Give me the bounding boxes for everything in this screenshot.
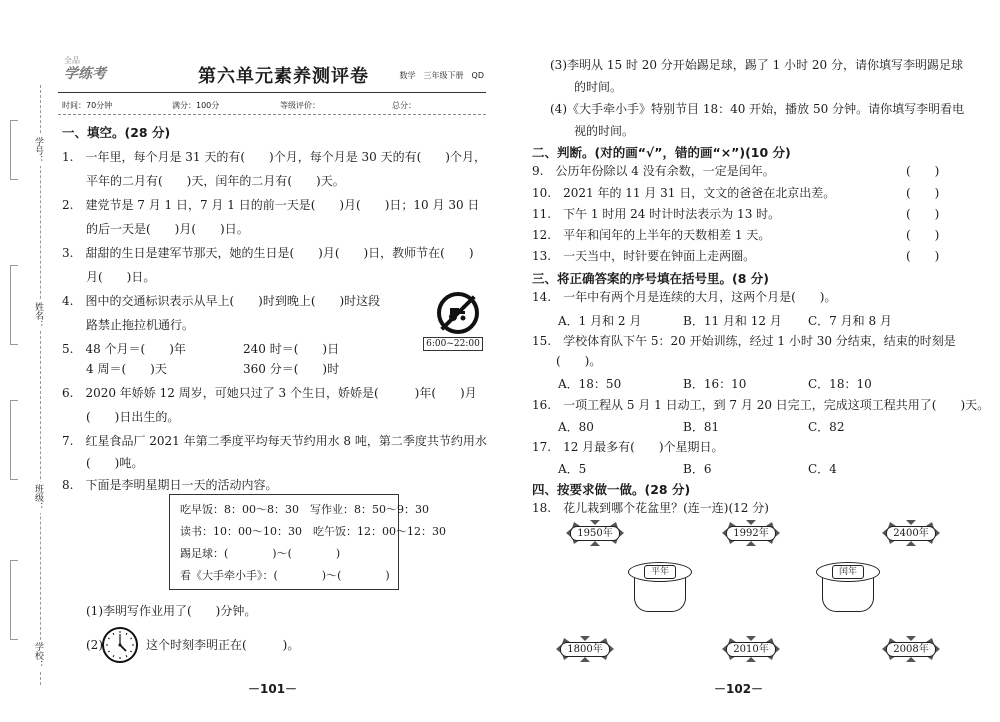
margin-bracket	[10, 400, 18, 480]
flower-year-label: 1800年	[560, 642, 610, 657]
schedule-line: 踢足球：( )～( )	[180, 547, 341, 560]
question-line: 12. 平年和闰年的上半年的天数相差 1 天。	[532, 228, 771, 242]
question-line: 4 周＝( )天	[62, 362, 167, 376]
pot-common-year[interactable]	[628, 562, 692, 614]
sign-time-label: 6:00~22:00	[423, 337, 483, 351]
question-line: 5. 48 个月＝( )年	[62, 342, 186, 356]
question-line: 8. 下面是李明星期日一天的活动内容。	[62, 478, 278, 492]
question-line: 18. 花儿栽到哪个花盆里？(连一连)(12 分)	[532, 501, 769, 515]
answer-bracket: ( )	[906, 228, 940, 242]
option-c: C．82	[808, 420, 845, 434]
no-tractor-sign	[426, 292, 483, 352]
logo-top-text: 全品	[64, 56, 80, 65]
answer-bracket: ( )	[906, 164, 940, 178]
question-line: 的时间。	[550, 80, 623, 94]
schedule-line: 吃早饭：8：00～8：30 写作业：8：50～9：30	[180, 503, 429, 516]
question-line: 13. 一天当中，时针要在钟面上走两圈。	[532, 249, 756, 263]
class-label: 班级：	[33, 484, 43, 511]
question-line: 14. 一年中有两个月是连续的大月，这两个月是( )。	[532, 290, 837, 304]
question-line: 1. 一年里，每个月是 31 天的有( )个月，每个月是 30 天的有( )个月，	[62, 150, 486, 164]
time-limit: 时间：70分钟	[62, 101, 113, 110]
option-c: C．7 月和 8 月	[808, 314, 892, 328]
option-b: B．11 月和 12 月	[683, 314, 782, 328]
question-line: 3. 甜甜的生日是建军节那天，她的生日是( )月( )日，教师节在( )	[62, 246, 474, 260]
flower-1992[interactable]	[720, 520, 782, 546]
pot-leap-year[interactable]	[816, 562, 880, 614]
flower-1950[interactable]	[564, 520, 626, 546]
pot-label: 平年	[644, 565, 676, 579]
question-line: 15. 学校体育队下午 5：20 开始训练，经过 1 小时 30 分结束，结束的时刻是	[532, 334, 956, 348]
page-title: 第六单元素养测评卷	[198, 66, 369, 87]
question-line: ( )。	[532, 354, 602, 368]
question-line: (4)《大手牵小手》特别节目 18：40 开始，播放 50 分钟。请你填写李明看电	[550, 102, 965, 116]
book-subtitle: 数学 三年级下册 QD	[399, 71, 484, 80]
binding-line	[40, 85, 41, 685]
question-line: 月( )日。	[62, 270, 156, 284]
question-number: (2)	[86, 638, 103, 652]
total-score: 总分：	[392, 101, 416, 110]
question-line: 9. 公历年份除以 4 没有余数，一定是闰年。	[532, 164, 775, 178]
section-heading: 二、判断。(对的画“√”，错的画“×”)(10 分)	[532, 145, 791, 160]
name-label: 姓名：	[33, 302, 43, 329]
flower-year-label: 1992年	[726, 526, 776, 541]
question-line: 平年的二月有( )天，闰年的二月有( )天。	[62, 174, 345, 188]
question-line: 11. 下午 1 时用 24 时计时法表示为 13 时。	[532, 207, 781, 221]
answer-bracket: ( )	[906, 186, 940, 200]
question-line: 7. 红星食品厂 2021 年第二季度平均每天节约用水 8 吨，第二季度共节约用水	[62, 434, 487, 448]
margin-bracket	[10, 560, 18, 640]
option-a: A．18：50	[558, 377, 622, 391]
binding-margin	[0, 0, 52, 722]
flower-2010[interactable]	[720, 636, 782, 662]
schedule-line: 读书：10：00～10：30 吃午饭：12：00～12：30	[180, 525, 446, 538]
flower-year-label: 1950年	[570, 526, 620, 541]
page-number: －102－	[714, 682, 764, 696]
page-number: －101－	[248, 682, 298, 696]
student-number-label: 学号：	[33, 137, 43, 164]
option-c: C．18：10	[808, 377, 872, 391]
left-page	[58, 0, 486, 722]
clock-hands-icon	[104, 629, 136, 661]
question-line: 240 时＝( )日	[243, 342, 340, 356]
question-line: 360 分＝( )时	[243, 362, 340, 376]
question-line: 路禁止拖拉机通行。	[62, 318, 195, 332]
option-a: A．1 月和 2 月	[558, 314, 642, 328]
margin-bracket	[10, 265, 18, 345]
flower-2400[interactable]	[880, 520, 942, 546]
question-line: (1)李明写作业用了( )分钟。	[86, 604, 257, 618]
question-line: (3)李明从 15 时 20 分开始踢足球，踢了 1 小时 20 分，请你填写李明踢足球	[550, 58, 963, 72]
option-c: C．4	[808, 462, 837, 476]
option-a: A．80	[558, 420, 594, 434]
question-line: 的后一天是( )月( )日。	[62, 222, 249, 236]
right-page	[528, 0, 990, 722]
full-score: 满分：100分	[172, 101, 220, 110]
option-b: B．81	[683, 420, 720, 434]
schedule-line: 看《大手牵小手》：( )～( )	[180, 569, 390, 582]
section-heading: 三、将正确答案的序号填在括号里。(8 分)	[532, 271, 769, 286]
grade-evaluation: 等级评价：	[280, 101, 320, 110]
question-line: 6. 2020 年娇娇 12 周岁，可她只过了 3 个生日，娇娇是( )年( )月	[62, 386, 477, 400]
option-b: B．6	[683, 462, 712, 476]
answer-bracket: ( )	[906, 207, 940, 221]
flower-year-label: 2010年	[726, 642, 776, 657]
question-line: 4. 图中的交通标识表示从早上( )时到晚上( )时这段	[62, 294, 381, 308]
question-line: 16. 一项工程从 5 月 1 日动工，到 7 月 20 日完工，完成这项工程共用了( )天。	[532, 398, 990, 412]
activity-schedule-box	[169, 494, 446, 590]
section-heading: 一、填空。(28 分)	[62, 125, 171, 140]
logo-main-text: 学练考	[64, 66, 106, 82]
school-label: 学校：	[33, 642, 43, 669]
question-line: ( )日出生的。	[62, 410, 180, 424]
answer-bracket: ( )	[906, 249, 940, 263]
pot-label: 闰年	[832, 565, 864, 579]
question-line: 17. 12 月最多有( )个星期日。	[532, 440, 724, 454]
title-divider	[58, 92, 486, 93]
option-b: B．16：10	[683, 377, 747, 391]
flower-2008[interactable]	[880, 636, 942, 662]
flower-year-label: 2400年	[886, 526, 936, 541]
question-line: ( )吨。	[62, 456, 144, 470]
margin-bracket	[10, 120, 18, 180]
clock-face-icon	[102, 627, 138, 663]
question-line: 2. 建党节是 7 月 1 日，7 月 1 日的前一天是( )月( )日；10 月 30 日	[62, 198, 480, 212]
question-line: 10. 2021 年的 11 月 31 日，文文的爸爸在北京出差。	[532, 186, 836, 200]
publisher-logo	[60, 55, 130, 81]
question-line: 这个时刻李明正在( )。	[146, 638, 300, 652]
meta-divider	[58, 114, 486, 115]
flower-1800[interactable]	[554, 636, 616, 662]
flower-year-label: 2008年	[886, 642, 936, 657]
section-heading: 四、按要求做一做。(28 分)	[532, 482, 691, 497]
question-line: 视的时间。	[550, 124, 635, 138]
option-a: A．5	[558, 462, 587, 476]
